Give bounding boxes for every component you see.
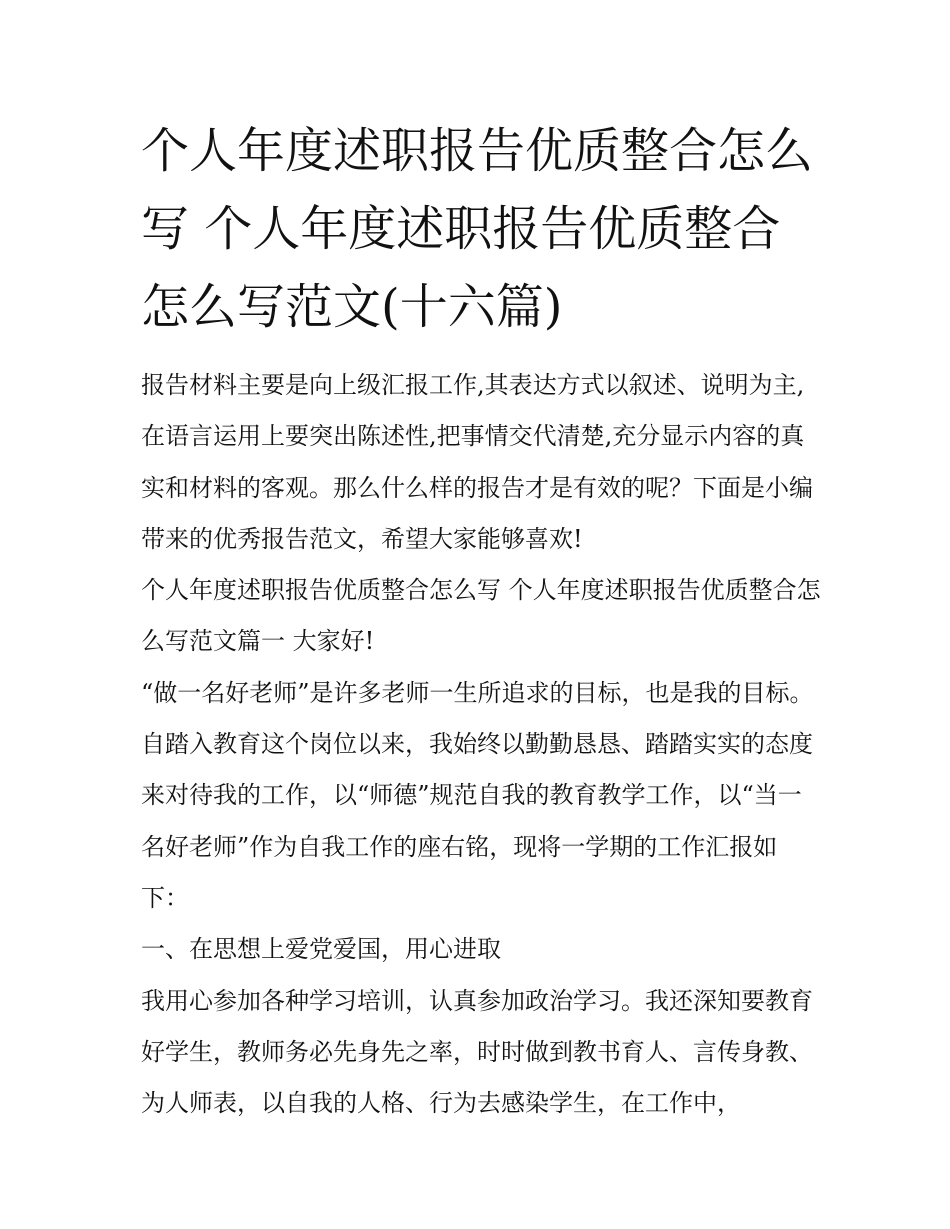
document-title: 个人年度述职报告优质整合怎么写 个人年度述职报告优质整合怎么写范文(十六篇) [141,123,814,335]
document-content [141,112,821,1129]
section-heading-paragraph: 个人年度述职报告优质整合怎么写 个人年度述职报告优质整合怎么写范文篇一 大家好! [141,576,821,656]
subheading-paragraph: 一、在思想上爱党爱国，用心进取 [141,935,501,964]
body-paragraph: 我用心参加各种学习培训，认真参加政治学习。我还深知要教育好学生，教师务必先身先之率，时时做到教书育人、言传身教、为人师表，以自我的人格、行为去感染学生，在工作中， [141,986,813,1118]
intro-paragraph: 报告材料主要是向上级汇报工作,其表达方式以叙述、说明为主,在语言运用上要突出陈述性,把事情交代清楚,充分显示内容的真实和材料的客观。那么什么样的报告才是有效的呢？下面是小编带来的优秀报告范文，希望大家能够喜欢! [141,371,813,553]
body-paragraph: “做一名好老师”是许多老师一生所追求的目标，也是我的目标。自踏入教育这个岗位以来，我始终以勤勤恳恳、踏踏实实的态度来对待我的工作，以“师德”规范自我的教育教学工作，以“当一名好老师”作为自我工作的座右铭，现将一学期的工作汇报如下： [141,678,814,912]
document-body [141,360,821,1129]
